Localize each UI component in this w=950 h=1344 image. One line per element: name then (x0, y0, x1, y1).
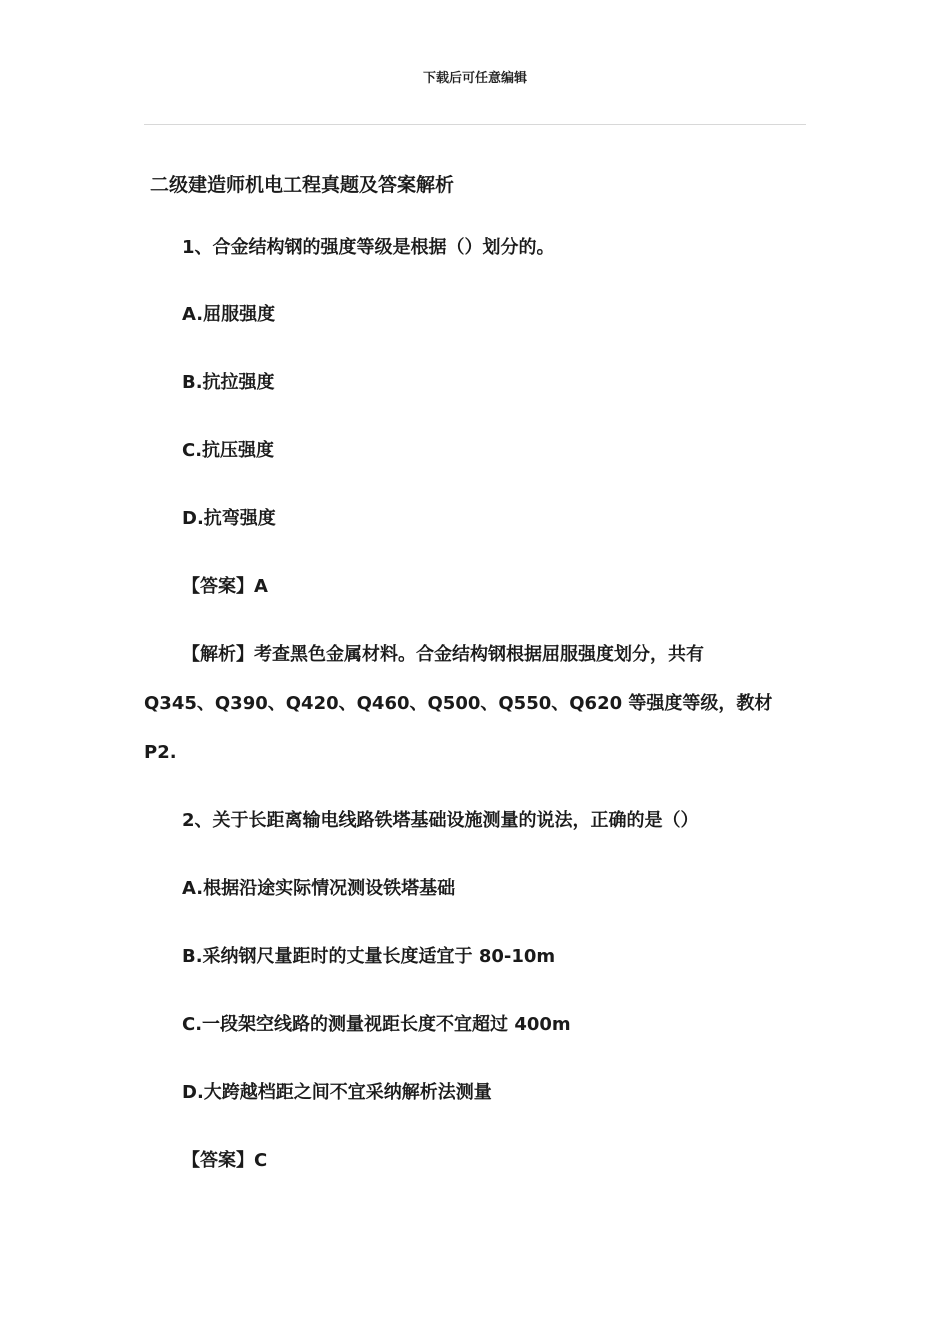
question-1-answer: 【答案】A (182, 576, 268, 597)
question-1-analysis-line-3: P2. (144, 742, 177, 763)
question-2-option-c: C.一段架空线路的测量视距长度不宜超过 400m (182, 1014, 571, 1035)
document-title: 二级建造师机电工程真题及答案解析 (150, 174, 455, 196)
question-2-stem: 2、关于长距离输电线路铁塔基础设施测量的说法，正确的是（） (182, 810, 699, 831)
question-2-option-d: D.大跨越档距之间不宜采纳解析法测量 (182, 1082, 492, 1103)
question-2-option-a: A.根据沿途实际情况测设铁塔基础 (182, 878, 456, 899)
question-1-analysis-line-2: Q345、Q390、Q420、Q460、Q500、Q550、Q620 等强度等级，教材 (144, 693, 773, 714)
header-divider (144, 124, 806, 125)
question-1-option-b: B.抗拉强度 (182, 372, 275, 393)
question-1-option-c: C.抗压强度 (182, 440, 275, 461)
question-2-answer: 【答案】C (182, 1150, 268, 1171)
question-1-option-d: D.抗弯强度 (182, 508, 276, 529)
question-2-option-b: B.采纳钢尺量距时的丈量长度适宜于 80-10m (182, 946, 556, 967)
question-1-option-a: A.屈服强度 (182, 304, 276, 325)
question-1-stem: 1、合金结构钢的强度等级是根据（）划分的。 (182, 237, 555, 258)
question-1-analysis-line-1: 【解析】考查黑色金属材料。合金结构钢根据屈服强度划分，共有 (182, 644, 704, 665)
header-note: 下载后可任意编辑 (422, 71, 527, 86)
